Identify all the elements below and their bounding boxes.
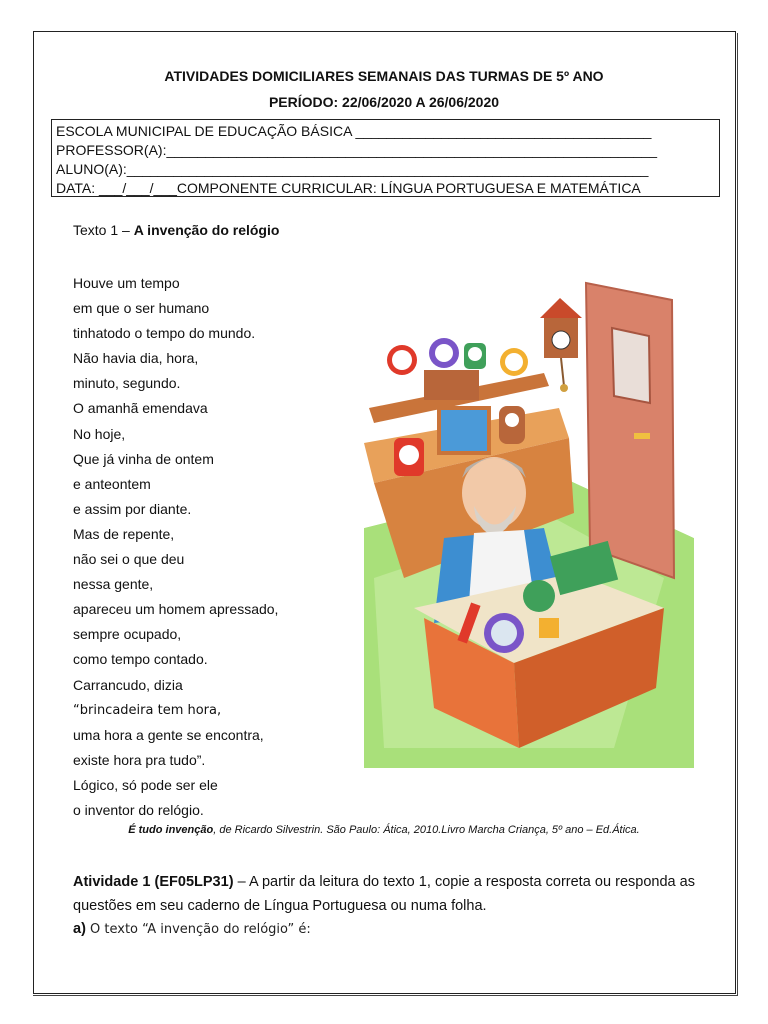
poem-line: Mas de repente, — [73, 525, 175, 542]
clock-box — [424, 370, 479, 400]
activity-1 — [73, 870, 695, 918]
poem-line: minuto, segundo. — [73, 375, 181, 392]
credit-book-title: É tudo invenção — [128, 824, 214, 836]
teacher-field[interactable]: PROFESSOR(A):_______________________________________________________________ — [56, 142, 657, 158]
door-handle — [634, 433, 650, 439]
text1-title: A invenção do relógio — [133, 222, 280, 238]
poem-line: Carrancudo, dizia — [73, 676, 183, 693]
date-subject-field[interactable]: DATA: ___/___/___COMPONENTE CURRICULAR: LÍNGUA PORTUGUESA E MATEMÁTICA — [56, 180, 641, 196]
poem-line: tinhatodo o tempo do mundo. — [73, 325, 256, 342]
period-line: PERÍODO: 22/06/2020 A 26/06/2020 — [268, 94, 500, 110]
poem-line: Que já vinha de ontem — [73, 450, 214, 467]
poem-line: sempre ocupado, — [73, 626, 182, 643]
source-credit — [0, 824, 768, 836]
poem-line: não sei o que deu — [73, 551, 185, 568]
watch-face — [491, 620, 517, 646]
poem-line: O amanhã emendava — [73, 400, 208, 417]
clock-face — [505, 353, 523, 371]
page-frame-shadow-bottom — [33, 995, 738, 996]
clock-face — [399, 445, 419, 465]
cuckoo-face — [552, 331, 570, 349]
poem-line: uma hora a gente se encontra, — [73, 726, 264, 743]
clock-face — [435, 344, 453, 362]
poem-line: apareceu um homem apressado, — [73, 601, 279, 618]
question-a-text: O texto “A invenção do relógio” é: — [85, 922, 311, 937]
text1-prefix: Texto 1 – — [73, 222, 134, 238]
text1-heading — [73, 222, 279, 238]
tape-roll — [539, 618, 559, 638]
clock-face — [392, 350, 412, 370]
student-info-box — [51, 119, 720, 197]
poem-line: e anteontem — [73, 475, 151, 492]
page-frame-shadow-right — [737, 33, 738, 996]
watch-green — [523, 580, 555, 612]
clock-face — [468, 347, 482, 361]
activity-instructions: – A partir da leitura do texto 1, copie a resposta correta ou responda as questões em seu caderno de Língua Portuguesa ou numa folha. — [73, 874, 695, 914]
activity-label: Atividade 1 (EF05LP31) — [73, 874, 234, 890]
poem-line: em que o ser humano — [73, 300, 210, 317]
poem-line: Lógico, só pode ser ele — [73, 776, 218, 793]
poem-line: “brincadeira tem hora, — [73, 702, 222, 718]
poem-line: existe hora pra tudo”. — [73, 751, 206, 768]
clock-face — [505, 413, 519, 427]
question-a-label: a) — [73, 921, 86, 937]
poem-line: No hoje, — [73, 425, 126, 442]
poem-line: nessa gente, — [73, 576, 154, 593]
door-shape — [586, 283, 674, 578]
question-a — [73, 921, 311, 937]
clockmaker-illustration — [364, 278, 694, 768]
poem-line: Não havia dia, hora, — [73, 350, 199, 367]
poem — [73, 271, 278, 823]
student-field[interactable]: ALUNO(A):___________________________________________________________________ — [56, 161, 649, 177]
poem-line: o inventor do relógio. — [73, 801, 204, 818]
poem-line: como tempo contado. — [73, 651, 208, 668]
school-field[interactable]: ESCOLA MUNICIPAL DE EDUCAÇÃO BÁSICA ______________________________________ — [56, 123, 652, 139]
poem-line: e assim por diante. — [73, 500, 192, 517]
poem-line: Houve um tempo — [73, 275, 180, 291]
cuckoo-weight — [560, 384, 568, 392]
door-window — [612, 328, 650, 403]
credit-details: , de Ricardo Silvestrin. São Paulo: Ática, 2010.Livro Marcha Criança, 5º ano – Ed.Ática. — [213, 824, 640, 836]
picture-frame — [439, 408, 489, 453]
document-title: ATIVIDADES DOMICILIARES SEMANAIS DAS TURMAS DE 5º ANO — [164, 68, 604, 84]
